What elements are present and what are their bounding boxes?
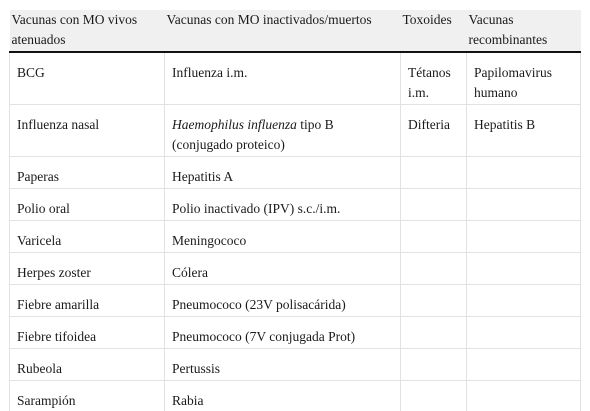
table-row bbox=[10, 52, 581, 105]
table-row bbox=[10, 105, 581, 157]
cell-recombinant bbox=[467, 349, 581, 381]
cell-toxoid bbox=[401, 317, 467, 349]
header-recombinant: Vacunas recombinantes bbox=[467, 10, 581, 52]
cell-inactivated-italic: Haemophilus influenza bbox=[172, 117, 297, 132]
cell-inactivated bbox=[165, 105, 401, 157]
cell-live: Polio oral bbox=[10, 189, 165, 221]
cell-recombinant: Papilomavirus humano bbox=[467, 52, 581, 105]
cell-live: Fiebre amarilla bbox=[10, 285, 165, 317]
cell-inactivated: Rabia bbox=[165, 381, 401, 411]
cell-live: Herpes zoster bbox=[10, 253, 165, 285]
cell-inactivated: Pneumococo (7V conjugada Prot) bbox=[165, 317, 401, 349]
cell-live: Rubeola bbox=[10, 349, 165, 381]
vaccine-table bbox=[9, 10, 581, 411]
cell-toxoid: Difteria bbox=[401, 105, 467, 157]
table-row bbox=[10, 349, 581, 381]
cell-live: Varicela bbox=[10, 221, 165, 253]
cell-live: BCG bbox=[10, 52, 165, 105]
cell-toxoid bbox=[401, 285, 467, 317]
cell-toxoid bbox=[401, 381, 467, 411]
cell-inactivated: Polio inactivado (IPV) s.c./i.m. bbox=[165, 189, 401, 221]
cell-recombinant bbox=[467, 317, 581, 349]
cell-recombinant: Hepatitis B bbox=[467, 105, 581, 157]
header-inactivated: Vacunas con MO inactivados/muertos bbox=[165, 10, 401, 52]
cell-toxoid bbox=[401, 253, 467, 285]
cell-recombinant bbox=[467, 285, 581, 317]
cell-live: Influenza nasal bbox=[10, 105, 165, 157]
table-row bbox=[10, 157, 581, 189]
table-header bbox=[10, 10, 581, 52]
cell-inactivated: Cólera bbox=[165, 253, 401, 285]
cell-inactivated: Hepatitis A bbox=[165, 157, 401, 189]
cell-recombinant bbox=[467, 253, 581, 285]
cell-recombinant bbox=[467, 221, 581, 253]
cell-inactivated: Pertussis bbox=[165, 349, 401, 381]
cell-toxoid bbox=[401, 189, 467, 221]
header-live-attenuated: Vacunas con MO vivos atenuados bbox=[10, 10, 165, 52]
table-body bbox=[10, 52, 581, 411]
cell-recombinant bbox=[467, 189, 581, 221]
table-row bbox=[10, 381, 581, 411]
header-toxoids: Toxoides bbox=[401, 10, 467, 52]
cell-live: Paperas bbox=[10, 157, 165, 189]
cell-toxoid bbox=[401, 349, 467, 381]
cell-toxoid bbox=[401, 221, 467, 253]
cell-toxoid: Tétanos i.m. bbox=[401, 52, 467, 105]
cell-recombinant bbox=[467, 381, 581, 411]
table-row bbox=[10, 317, 581, 349]
cell-inactivated: Meningococo bbox=[165, 221, 401, 253]
cell-inactivated-rest: tipo B (conjugado proteico) bbox=[172, 117, 334, 152]
header-row bbox=[10, 10, 581, 52]
cell-live: Fiebre tifoidea bbox=[10, 317, 165, 349]
cell-live: Sarampión bbox=[10, 381, 165, 411]
table-row bbox=[10, 285, 581, 317]
table-row bbox=[10, 189, 581, 221]
table-row bbox=[10, 253, 581, 285]
cell-toxoid bbox=[401, 157, 467, 189]
table-row bbox=[10, 221, 581, 253]
cell-inactivated: Influenza i.m. bbox=[165, 52, 401, 105]
cell-recombinant bbox=[467, 157, 581, 189]
cell-inactivated: Pneumococo (23V polisacárida) bbox=[165, 285, 401, 317]
